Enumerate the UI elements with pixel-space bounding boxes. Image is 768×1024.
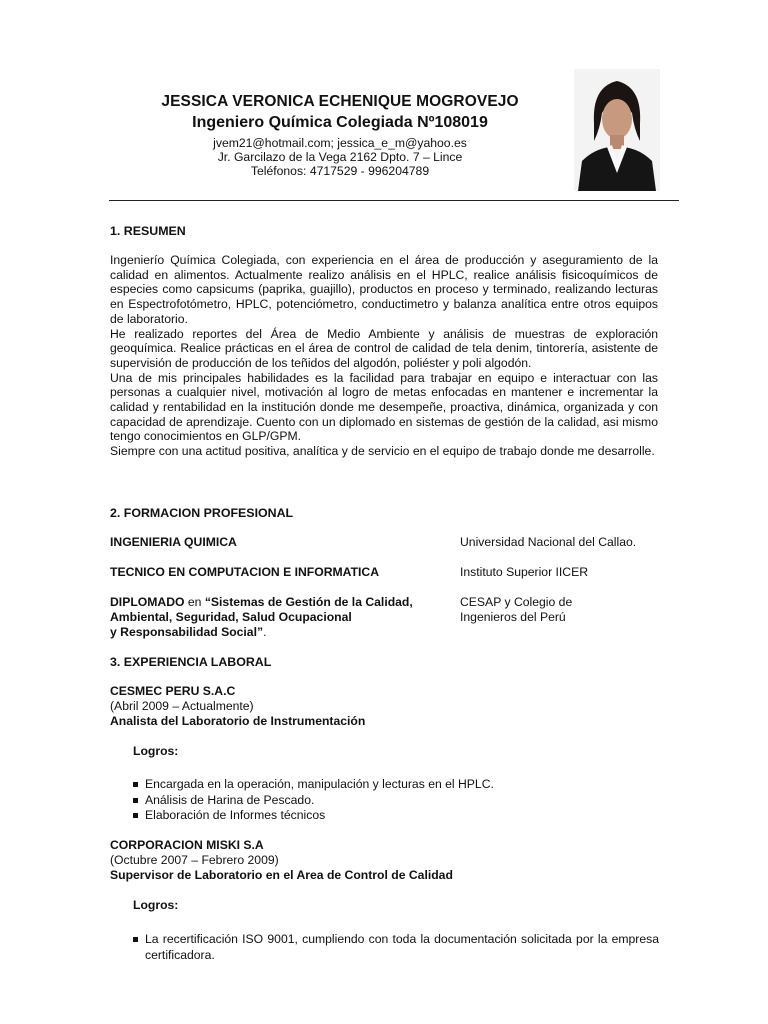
- institution-unac: Universidad Nacional del Callao.: [460, 535, 637, 549]
- list-item: [131, 793, 659, 809]
- degree-tecnico: TECNICO EN COMPUTACION E INFORMATICA: [110, 565, 380, 579]
- section-heading-experiencia: 3. EXPERIENCIA LABORAL: [110, 655, 272, 669]
- institution-iicer: Instituto Superior IICER: [460, 565, 589, 579]
- institution-line: CESAP y Colegio de: [460, 595, 573, 609]
- bullet-icon: [133, 937, 138, 942]
- diplomado-entry: [110, 595, 413, 640]
- list-item-text: La recertificación ISO 9001, cumpliendo con toda la documentación solicitada por la empresa certificadora.: [145, 932, 659, 962]
- logros-label: Logros:: [133, 744, 179, 758]
- achievements-list: [131, 932, 659, 963]
- achievements-list: [131, 777, 659, 824]
- resumen-paragraph: Siempre con una actitud positiva, analítica y de servicio en el equipo de trabajo donde me desarrolle.: [110, 444, 655, 459]
- diplomado-prefix: DIPLOMADO: [110, 595, 185, 609]
- profile-photo: [574, 69, 660, 191]
- institution-line: Ingenieros del Perú: [460, 610, 566, 624]
- institution-cesap: [460, 595, 572, 625]
- header-divider: [109, 200, 679, 201]
- list-item: [131, 932, 659, 963]
- contact-phones: Teléfonos: 4717529 - 996204789: [250, 164, 430, 178]
- diplomado-line: y Responsabilidad Social”: [110, 625, 264, 639]
- candidate-name: JESSICA VERONICA ECHENIQUE MOGROVEJO: [161, 93, 519, 110]
- diplomado-period: .: [263, 625, 267, 639]
- professional-title: Ingeniero Química Colegiada Nº108019: [192, 114, 488, 131]
- list-item: [131, 808, 659, 824]
- job-role: Supervisor de Laboratorio en el Area de Control de Calidad: [110, 868, 453, 882]
- contact-address: Jr. Garcilazo de la Vega 2162 Dpto. 7 – Lince: [217, 150, 463, 164]
- resumen-paragraph: Ingenierío Química Colegiada, con experiencia en el área de producción y aseguramiento de la calidad en alimentos. Actualmente realizo análisis en el HPLC, realice análisis fisicoquímicos de especies como capsicums (paprika, guajillo), productos en proceso y terminado, realizando lecturas en Espectrofotómetro, HPLC, potenciómetro, conductimetro y balanza analítica entre otros equipos de laboratorio.: [110, 253, 658, 326]
- resumen-text: [110, 253, 658, 459]
- contact-email: jvem21@hotmail.com; jessica_e_m@yahoo.es: [213, 136, 467, 150]
- diplomado-line: Ambiental, Seguridad, Salud Ocupacional: [110, 610, 352, 624]
- section-heading-formacion: 2. FORMACION PROFESIONAL: [110, 506, 294, 520]
- resumen-paragraph: Una de mis principales habilidades es la facilidad para trabajar en equipo e interactuar con las personas a cualquier nivel, motivación al logro de metas enfocadas en mantener e incrementar la calidad y rentabilidad en la institución donde me desempeñe, proactiva, dinámica, organizada y con capacidad de aprendizaje. Cuento con un diplomado en sistemas de gestión de la calidad, asi mismo tengo conocimientos en GLP/GPM.: [110, 370, 658, 444]
- job-period: (Octubre 2007 – Febrero 2009): [110, 853, 279, 867]
- company-name: CESMEC PERU S.A.C: [110, 684, 236, 698]
- list-item-text: Elaboración de Informes técnicos: [145, 808, 326, 822]
- bullet-icon: [133, 782, 138, 787]
- job-period: (Abril 2009 – Actualmente): [110, 699, 254, 713]
- bullet-icon: [133, 798, 138, 803]
- degree-ingenieria: INGENIERIA QUIMICA: [110, 535, 237, 549]
- list-item-text: Análisis de Harina de Pescado.: [145, 792, 315, 807]
- resumen-paragraph: He realizado reportes del Área de Medio Ambiente y análisis de muestras de exploración geoquímica. Realice prácticas en el área de control de calidad de tela denim, tintorería, asistente de supervisión de producción de los teñidos del algodón, poliéster y poli algodón.: [110, 326, 658, 370]
- company-name: CORPORACION MISKI S.A: [110, 838, 264, 852]
- section-heading-resumen: 1. RESUMEN: [110, 224, 186, 238]
- list-item-text: Encargada en la operación, manipulación y lecturas en el HPLC.: [145, 777, 494, 791]
- diplomado-connector: en: [184, 595, 205, 609]
- logros-label: Logros:: [133, 898, 179, 912]
- list-item: [131, 777, 659, 793]
- diplomado-line: “Sistemas de Gestión de la Calidad,: [204, 595, 413, 609]
- bullet-icon: [133, 813, 138, 818]
- job-role: Analista del Laboratorio de Instrumentación: [110, 714, 366, 728]
